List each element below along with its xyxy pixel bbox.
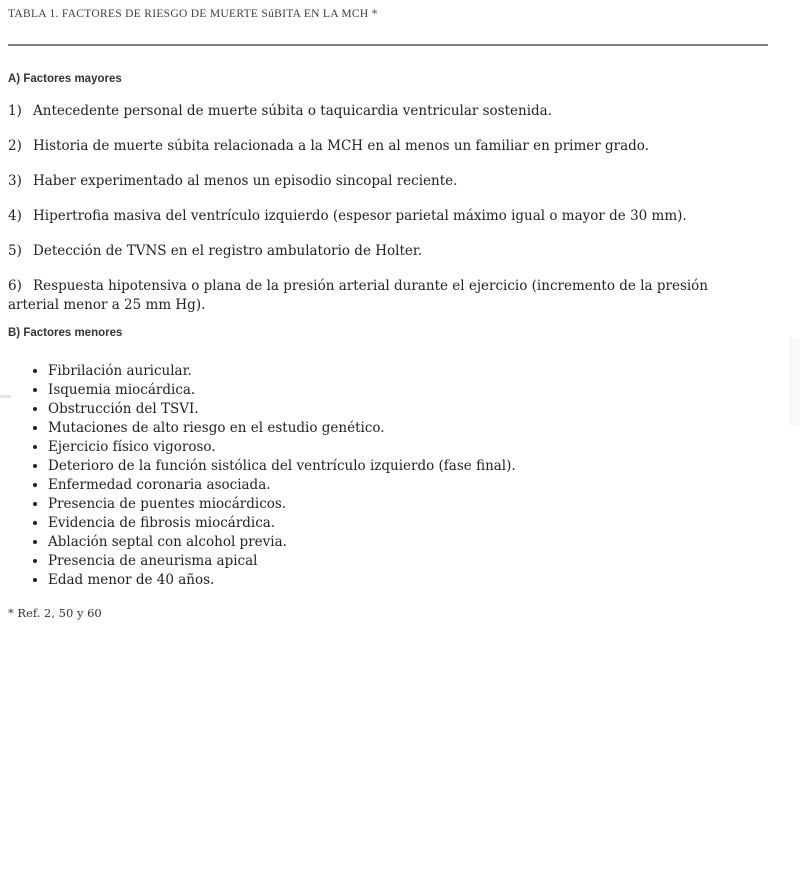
item-number: 1) [8,103,22,119]
major-factors-list [8,102,762,315]
minor-factor-item: • Evidencia de fibrosis miocárdica. [48,514,728,533]
item-number: 3) [8,173,22,189]
major-factor-item [8,137,762,156]
minor-factor-item: • Enfermedad coronaria asociada. [48,476,728,495]
item-number: 5) [8,243,22,259]
minor-factors-heading: B) Factores menores [8,327,123,339]
horizontal-rule [8,44,768,46]
item-text: Haber experimentado al menos un episodio sincopal reciente. [33,173,458,189]
major-factor-item [8,207,762,226]
minor-factor-item: • Presencia de aneurisma apical [48,552,728,571]
minor-factor-item: • Presencia de puentes miocárdicos. [48,495,728,514]
major-factor-item [8,172,762,191]
item-number: 2) [8,138,22,154]
minor-factor-item: • Ablación septal con alcohol previa. [48,533,728,552]
major-factor-item [8,102,762,121]
table-title: TABLA 1. FACTORES DE RIESGO DE MUERTE SúBITA EN LA MCH * [8,8,378,20]
minor-factor-item: • Ejercicio físico vigoroso. [48,438,728,457]
item-text: Detección de TVNS en el registro ambulatorio de Holter. [33,243,423,259]
item-text: Respuesta hipotensiva o plana de la presión arterial durante el ejercicio (incremento de la presión arterial menor a 25 mm Hg). [8,278,709,313]
footnote: * Ref. 2, 50 y 60 [8,606,102,620]
scrollbar-remnant [790,338,800,426]
minor-factors-list [8,362,728,590]
item-text: Hipertrofia masiva del ventrículo izquierdo (espesor parietal máximo igual o mayor de 30 mm). [33,208,687,224]
item-number: 4) [8,208,22,224]
minor-factor-item: • Isquemia miocárdica. [48,381,728,400]
minor-factor-item: • Mutaciones de alto riesgo en el estudio genético. [48,419,728,438]
major-factors-heading: A) Factores mayores [8,73,122,85]
major-factor-item [8,242,762,261]
left-edge-artifact [0,395,11,398]
item-text: Historia de muerte súbita relacionada a la MCH en al menos un familiar en primer grado. [33,138,649,154]
minor-factor-item: • Deterioro de la función sistólica del ventrículo izquierdo (fase final). [48,457,728,476]
major-factor-item [8,277,762,315]
item-text: Antecedente personal de muerte súbita o taquicardia ventricular sostenida. [33,103,553,119]
minor-factor-item: • Obstrucción del TSVI. [48,400,728,419]
minor-factor-item: • Fibrilación auricular. [48,362,728,381]
item-number: 6) [8,278,22,294]
minor-factor-item: • Edad menor de 40 años. [48,571,728,590]
